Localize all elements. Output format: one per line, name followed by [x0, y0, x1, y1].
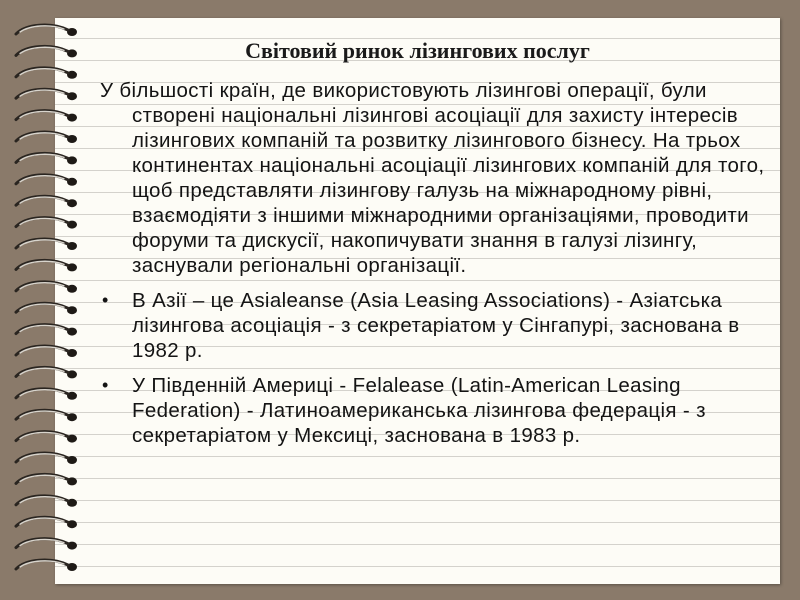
binding-ring: [16, 25, 77, 36]
bullet-item-latin-america: [100, 373, 768, 448]
binding-ring: [16, 132, 77, 143]
binding-ring: [16, 496, 77, 507]
binding-ring: [16, 560, 77, 571]
binding-ring: [16, 517, 77, 528]
binding-ring: [16, 389, 77, 400]
binding-ring: [16, 346, 77, 357]
spiral-binding-icon: [6, 20, 86, 580]
binding-ring: [16, 432, 77, 443]
binding-ring: [16, 68, 77, 79]
bullet-text: В Азії – це Asialeanse (Asia Leasing Associations) - Азіатська лізингова асоціація - з секретаріатом у Сінгапурі, заснована в 1982 р.: [132, 289, 740, 362]
bullet-item-asia: [100, 288, 768, 363]
binding-ring: [16, 89, 77, 100]
binding-ring: [16, 410, 77, 421]
binding-ring: [16, 175, 77, 186]
binding-ring: [16, 539, 77, 550]
binding-ring: [16, 303, 77, 314]
binding-ring: [16, 282, 77, 293]
bullet-icon: •: [102, 290, 109, 310]
intro-paragraph: У більшості країн, де використовують лізингові операції, були створені національні лізингові асоціації для захисту інтересів лізингових компаній та розвитку лізингового бізнесу. На трьох континентах національні асоціації лізингових компаній для того, щоб представляти лізингову галузь на міжнародному рівні, взаємодіяти з іншими міжнародними організаціями, проводити форуми та дискусії, накопичувати знання в галузі лізингу, заснували регіональні організації.: [100, 79, 765, 277]
binding-ring: [16, 153, 77, 164]
binding-ring: [16, 111, 77, 122]
slide-title: Світовий ринок лізингових послуг: [245, 38, 590, 63]
bullet-text: У Південній Америці - Felalease (Latin-American Leasing Federation) - Латиноамериканська лізингова федерація - з секретаріатом у Мексиці, заснована в 1983 р.: [132, 374, 706, 447]
binding-ring: [16, 474, 77, 485]
bullet-icon: •: [102, 375, 109, 395]
binding-ring: [16, 218, 77, 229]
binding-ring: [16, 325, 77, 336]
binding-ring: [16, 260, 77, 271]
binding-ring: [16, 196, 77, 207]
slide-content: [100, 78, 768, 458]
binding-ring: [16, 239, 77, 250]
binding-ring: [16, 453, 77, 464]
binding-ring: [16, 367, 77, 378]
